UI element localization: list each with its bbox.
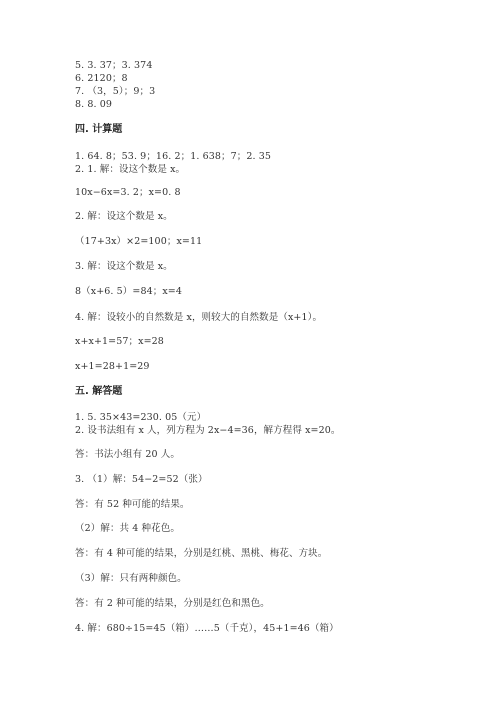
calc-line: 2. 1. 解：设这个数是 x。 [75, 164, 186, 175]
answer-line-5: 5. 3. 37；3. 374 [75, 60, 153, 71]
answer-line: 1. 5. 35×43=230. 05（元） [75, 412, 207, 423]
answer-line: 答：有 4 种可能的结果，分别是红桃、黑桃、梅花、方块。 [75, 548, 328, 559]
answer-line-6: 6. 2120；8 [75, 73, 128, 84]
section-heading-answers: 五. 解答题 [75, 386, 123, 397]
answer-line: 2. 设书法组有 x 人，列方程为 2x−4=36，解方程得 x=20。 [75, 425, 341, 436]
answer-line: 3. （1）解：54−2=52（张） [75, 474, 208, 485]
calc-line: 8（x+6. 5）=84；x=4 [75, 286, 182, 297]
answer-line: 4. 解：680÷15=45（箱）……5（千克），45+1=46（箱） [75, 623, 339, 634]
answer-line: （3）解：只有两种颜色。 [75, 573, 187, 584]
calc-line: 4. 解：设较小的自然数是 x，则较大的自然数是（x+1）。 [75, 312, 323, 323]
calc-line: 2. 解：设这个数是 x。 [75, 211, 173, 222]
answer-line: 答：书法小组有 20 人。 [75, 449, 180, 460]
calc-line: x+1=28+1=29 [75, 361, 150, 372]
calc-line: 1. 64. 8；53. 9；16. 2；1. 638；7；2. 35 [75, 151, 272, 162]
answer-line: 答：有 52 种可能的结果。 [75, 499, 190, 510]
calc-line: 10x−6x=3. 2；x=0. 8 [75, 187, 181, 198]
answer-line-7: 7. （3，5）；9；3 [75, 86, 156, 97]
answer-line-8: 8. 8. 09 [75, 99, 113, 110]
section-heading-calculation: 四. 计算题 [75, 124, 123, 135]
answer-line: （2）解：共 4 种花色。 [75, 523, 180, 534]
calc-line: 3. 解：设这个数是 x。 [75, 261, 173, 272]
calc-line: x+x+1=57；x=28 [75, 336, 164, 347]
answer-line: 答：有 2 种可能的结果，分别是红色和黑色。 [75, 598, 270, 609]
calc-line: （17+3x）×2=100；x=11 [75, 236, 203, 247]
